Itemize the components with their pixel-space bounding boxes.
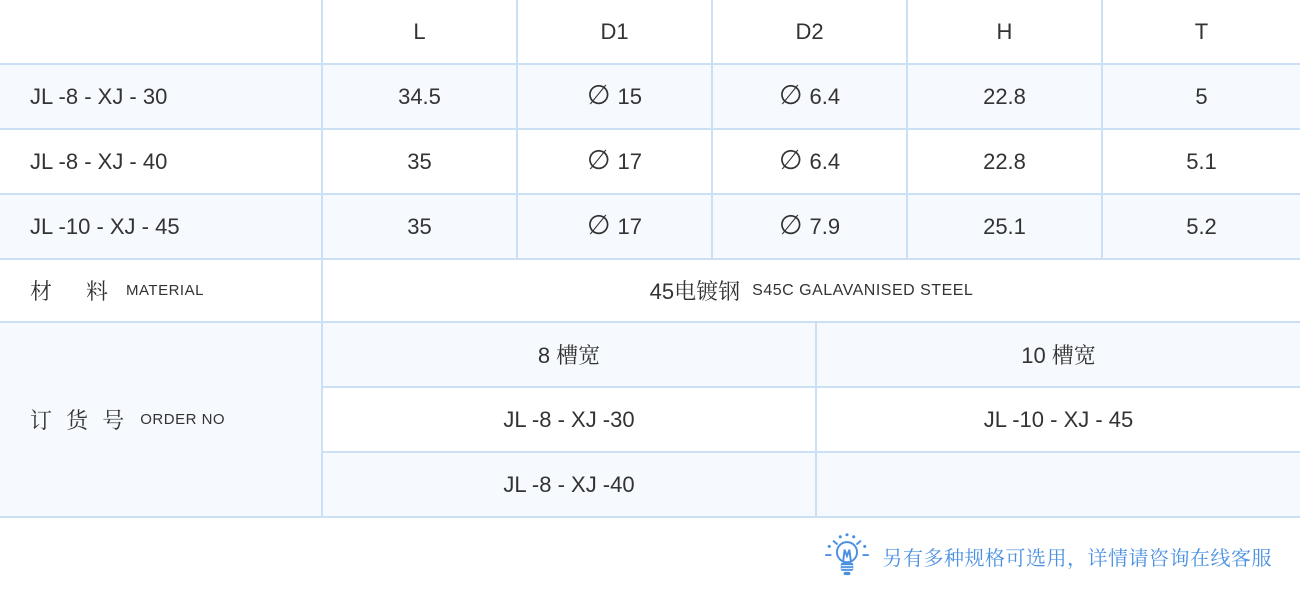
material-row	[0, 260, 1300, 323]
order-item	[817, 453, 1300, 518]
material-label	[0, 260, 323, 323]
diameter-symbol: ∅	[586, 210, 611, 241]
spec-table	[0, 0, 1300, 260]
diameter-symbol: ∅	[586, 145, 611, 176]
col-header-d2: D2	[713, 0, 908, 65]
order-col-header: 8 槽宽	[323, 323, 817, 388]
material-value-en: S45C GALAVANISED STEEL	[752, 281, 974, 299]
cell-h: 22.8	[908, 130, 1103, 195]
row-label: JL -8 - XJ - 30	[0, 65, 323, 130]
cell-l: 35	[323, 195, 518, 260]
cell-d1-value: 17	[617, 148, 642, 174]
order-section	[0, 323, 1300, 518]
col-header-d1: D1	[518, 0, 713, 65]
cell-t: 5.1	[1103, 130, 1300, 195]
cell-d2	[713, 130, 908, 195]
cell-d1	[518, 65, 713, 130]
cell-d1	[518, 130, 713, 195]
row-label: JL -8 - XJ - 40	[0, 130, 323, 195]
order-label-cn: 订 货 号	[30, 408, 129, 433]
diameter-symbol: ∅	[778, 80, 803, 111]
cell-d1-value: 17	[617, 213, 642, 239]
cell-t: 5	[1103, 65, 1300, 130]
lightbulb-icon	[824, 533, 870, 579]
order-item: JL -8 - XJ -30	[323, 388, 817, 453]
col-header-l: L	[323, 0, 518, 65]
material-value	[323, 260, 1300, 323]
cell-d2-value: 7.9	[809, 213, 841, 239]
diameter-symbol: ∅	[778, 210, 803, 241]
cell-l: 34.5	[323, 65, 518, 130]
cell-d1-value: 15	[617, 83, 642, 109]
order-label	[0, 323, 323, 518]
col-header-t: T	[1103, 0, 1300, 65]
cell-d2-value: 6.4	[809, 148, 841, 174]
material-label-en: MATERIAL	[126, 282, 204, 299]
row-label: JL -10 - XJ - 45	[0, 195, 323, 260]
material-value-cn: 45电镀钢	[649, 279, 741, 304]
hint-text: 另有多种规格可选用，详情请咨询在线客服	[882, 547, 1272, 570]
cell-d2-value: 6.4	[809, 83, 841, 109]
cell-t: 5.2	[1103, 195, 1300, 260]
order-col-header: 10 槽宽	[817, 323, 1300, 388]
order-item: JL -10 - XJ - 45	[817, 388, 1300, 453]
cell-d1	[518, 195, 713, 260]
diameter-symbol: ∅	[586, 80, 611, 111]
cell-h: 25.1	[908, 195, 1103, 260]
cell-l: 35	[323, 130, 518, 195]
cell-d2	[713, 65, 908, 130]
diameter-symbol: ∅	[778, 145, 803, 176]
col-header-h: H	[908, 0, 1103, 65]
order-item: JL -8 - XJ -40	[323, 453, 817, 518]
corner-cell	[0, 0, 323, 65]
order-label-en: ORDER NO	[140, 411, 226, 428]
cell-d2	[713, 195, 908, 260]
material-label-cn: 材 料	[30, 279, 115, 304]
hint	[824, 531, 1273, 581]
cell-h: 22.8	[908, 65, 1103, 130]
